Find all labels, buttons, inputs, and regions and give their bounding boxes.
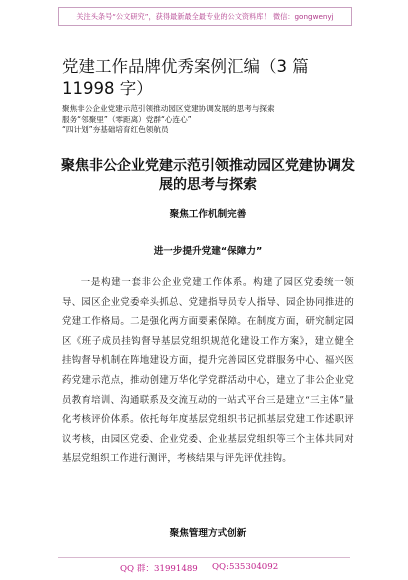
paragraph-1: 一是构建一套非公企业党建工作体系。构建了园区党委统一领导、园区企业党委牵头抓总、党建指导员专人指导、园企协同推进的党建工作格局。二是强化两方面要素保障。在制度方面，研究制定园区《班子成员挂钩督导基层党组织规范化建设工作方案》，建立健全挂钩督导机制在阵地建设方面，提升完善园区党群服务中心、福兴医药党建示范点，推动创建万华化学党群活动中心，建立了非公企业党员教育培训、沟通联系及交流互动的一站式平台三是建立“三主体”量化考核评价体系。依托每年度基层党组织书记抓基层党建工作述职评议考核，由园区党委、企业党委、企业基层党组织等三个主体共同对基层党组织工作进行测评，考核结果与评先评优挂钩。 — [62, 277, 354, 465]
article-title: 聚焦非公企业党建示范引领推动园区党建协调发展的思考与探索 — [61, 158, 355, 193]
top-banner: 关注头条号“公文研究”，获得最新最全最专业的公文资料库！ 微信：gongwenyj — [58, 7, 352, 26]
body-text — [62, 273, 354, 469]
toc-line-1: 聚焦非公企业党建示范引领推动园区党建协调发展的思考与探索 — [62, 104, 275, 113]
table-of-contents — [62, 104, 362, 136]
toc-line-2: 服务“邻聚里”（零距离）党群“心连心” — [62, 114, 192, 124]
section-heading-1: 聚焦工作机制完善 — [169, 209, 247, 220]
footer-divider — [58, 557, 350, 558]
footer-qq-group: QQ 群：31991489 — [120, 564, 198, 574]
section-subheading-1: 进一步提升党建“保障力” — [153, 246, 263, 257]
page-footer — [0, 560, 408, 576]
toc-line-3: “四计划”夯基础培育红色领航员 — [62, 125, 169, 134]
section-heading-2: 聚焦管理方式创新 — [169, 528, 247, 539]
footer-qq-contact: QQ:535304092 — [212, 562, 279, 572]
document-title: 党建工作品牌优秀案例汇编（3 篇 11998 字） — [62, 57, 309, 98]
